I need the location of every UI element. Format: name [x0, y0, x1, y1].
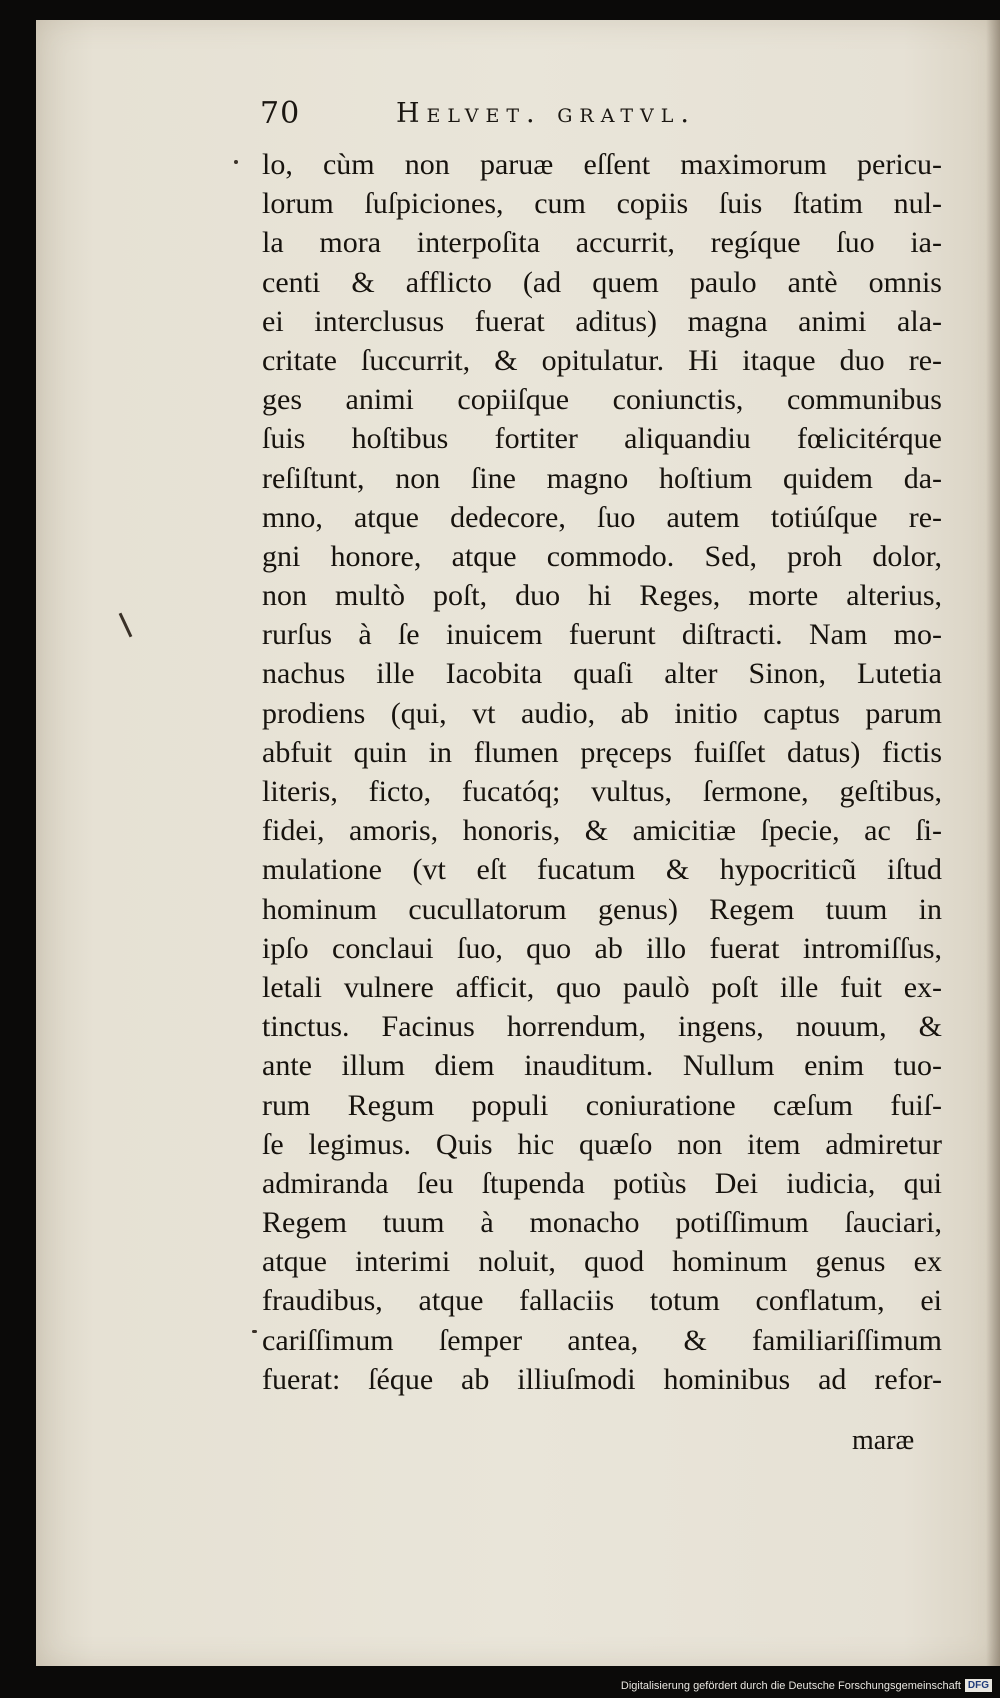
text-line: nachus ille Iacobita quaſi alter Sinon, Lutetia [262, 657, 942, 691]
text-line: critate ſuccurrit, & opitulatur. Hi itaque duo re- [262, 343, 942, 377]
text-line: lo, cùm non paruæ eſſent maximorum pericu- [262, 148, 942, 181]
text-line: fidei, amoris, honoris, & amicitiæ ſpecie, ac ſi- [262, 814, 942, 848]
text-line: letali vulnere afficit, quo paulò poſt ille fuit ex- [262, 970, 942, 1004]
text-line: mno, atque dedecore, ſuo autem totiúſque re- [262, 500, 942, 534]
text-line: ipſo conclaui ſuo, quo ab illo fuerat intromiſſus, [262, 931, 942, 965]
text-line: non multò poſt, duo hi Reges, morte alterius, [262, 579, 942, 613]
text-line: fraudibus, atque fallaciis totum conflatum, ei [262, 1284, 942, 1318]
text-line: hominum cucullatorum genus) Regem tuum in [262, 892, 942, 926]
digitization-credit [621, 1679, 992, 1692]
margin-dot [234, 160, 238, 164]
running-title: Helvet. gratvl. [396, 98, 696, 129]
page-header [260, 96, 820, 140]
text-line: ſe legimus. Quis hic quæſo non item admiretur [262, 1127, 942, 1161]
text-line: tinctus. Facinus horrendum, ingens, nouum, & [262, 1010, 942, 1044]
text-line: lorum ſuſpiciones, cum copiis ſuis ſtatim nul- [262, 187, 942, 221]
text-line: ante illum diem inauditum. Nullum enim tuo- [262, 1049, 942, 1083]
text-line: rum Regum populi coniuratione cæſum fuiſ- [262, 1088, 942, 1122]
text-line: rurſus à ſe inuicem fuerunt diſtracti. Nam mo- [262, 618, 942, 652]
text-line: mulatione (vt eſt fucatum & hypocriticũ iſtud [262, 853, 942, 887]
dfg-logo: DFG [965, 1679, 992, 1692]
catchword: maræ [852, 1425, 915, 1456]
text-line: fuerat: ſéque ab illiuſmodi hominibus ad refor- [262, 1362, 942, 1396]
text-line: gni honore, atque commodo. Sed, proh dolor, [262, 539, 942, 573]
text-line: Regem tuum à monacho potiſſimum ſauciari, [262, 1206, 942, 1240]
text-line: ges animi copiiſque coniunctis, communibus [262, 383, 942, 417]
digitization-credit-text: Digitalisierung gefördert durch die Deutsche Forschungsgemeinschaft [620, 1679, 961, 1692]
text-line: cariſſimum ſemper antea, & familiariſſimum [262, 1323, 942, 1357]
text-line: ſuis hoſtibus fortiter aliquandiu fœlicitérque [262, 422, 942, 456]
body-text [262, 145, 942, 1399]
text-line: centi & afflicto (ad quem paulo antè omnis [262, 265, 942, 299]
text-line: atque interimi noluit, quod hominum genus ex [262, 1245, 942, 1279]
text-line: admiranda ſeu ſtupenda potiùs Dei iudicia, qui [262, 1166, 942, 1200]
text-line: abfuit quin in flumen pręceps fuiſſet datus) fictis [262, 735, 942, 769]
text-line: literis, ficto, fucatóq; vultus, ſermone, geſtibus, [262, 775, 942, 808]
text-line: prodiens (qui, vt audio, ab initio captus parum [262, 696, 942, 730]
text-line: la mora interpoſita accurrit, regíque ſuo ia- [262, 226, 942, 260]
text-line: ei interclusus fuerat aditus) magna animi ala- [262, 304, 942, 338]
page-edge-shadow [986, 20, 1000, 1666]
text-line: reſiſtunt, non ſine magno hoſtium quidem da- [262, 461, 942, 495]
page-number: 70 [260, 96, 301, 131]
margin-dot [252, 1330, 257, 1333]
